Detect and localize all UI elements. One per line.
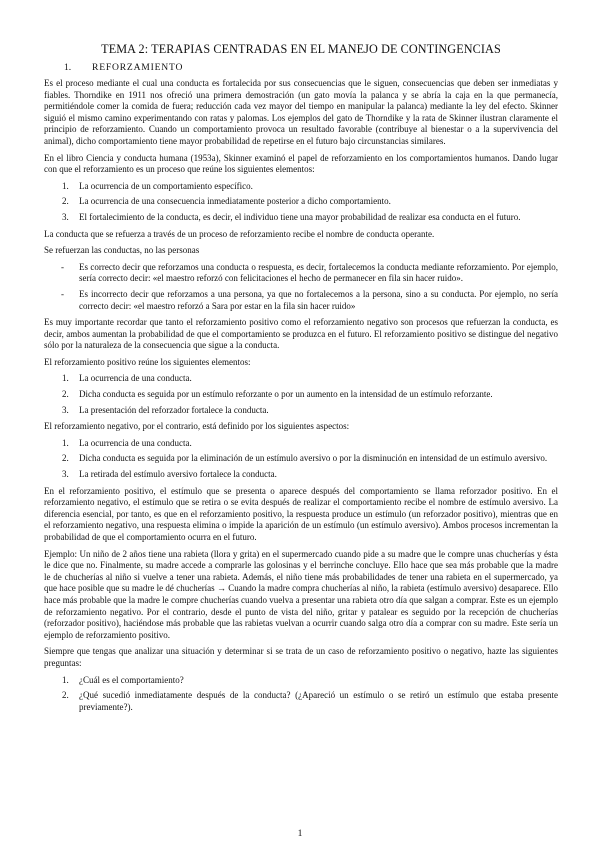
list-item-text: La ocurrencia de un comportamiento específico. bbox=[79, 180, 253, 191]
list-marker: 1. bbox=[62, 437, 69, 448]
paragraph-operant: La conducta que se refuerza a través de un proceso de reforzamiento recibe el nombre de conducta operante. bbox=[44, 228, 435, 239]
section-label: REFORZAMIENTO bbox=[92, 62, 184, 73]
paragraph-negative-elements: El reforzamiento negativo, por el contrario, está definido por los siguientes aspectos: bbox=[44, 421, 350, 432]
list-marker: 1. bbox=[62, 373, 69, 384]
list-item bbox=[44, 262, 558, 285]
list-marker: 1. bbox=[62, 674, 69, 685]
list-item bbox=[44, 438, 558, 450]
page-number: 1 bbox=[297, 828, 303, 839]
list-item-text: La ocurrencia de una consecuencia inmediatamente posterior a dicho comportamiento. bbox=[79, 196, 391, 207]
positive-elements-list bbox=[44, 373, 558, 416]
list-marker: 2. bbox=[62, 196, 69, 207]
list-item bbox=[44, 453, 558, 465]
list-item-text: Es correcto decir que reforzamos una conducta o respuesta, es decir, fortalecemos la conducta mediante reforzamiento. Por ejemplo, sería correcto decir: «el maestro reforzó con felicitaciones el hecho de permanecer en fila sin hacer ruido». bbox=[79, 261, 558, 284]
list-item-text: ¿Cuál es el comportamiento? bbox=[79, 674, 184, 685]
list-item-text: La presentación del reforzador fortalece la conducta. bbox=[79, 404, 269, 415]
paragraph-skinner: En el libro Ciencia y conducta humana (1953a), Skinner examinó el papel de reforzamiento en los comportamientos humanos. Dando lugar con que el reforzamiento es un proceso que reúne los siguientes elementos: bbox=[44, 152, 558, 175]
list-item bbox=[44, 675, 558, 687]
list-item bbox=[44, 389, 558, 401]
list-marker: 1. bbox=[62, 180, 69, 191]
list-item bbox=[44, 196, 558, 208]
paragraph-definition: Es el proceso mediante el cual una conducta es fortalecida por sus consecuencias que le siguen, consecuencias que deben ser inmediatas y fiables. Thorndike en 1911 nos ofreció una primera demostración (un gato movía la palanca y se abría la caja en la que permanecía, permitiéndole comer la comida de fuera; reducción cada vez mayor del tiempo en manipular la palanca) mediante la ley del efecto. Skinner siguió el mismo camino experimentando con ratas y palomas. Los ejemplos del gato de Thorndike y la rata de Skinner ilustran claramente el principio de reforzamiento. Cuando un comportamiento provoca un resultado favorable (contribuye al bienestar o a la supervivencia del animal), dicho comportamiento tiene mayor probabilidad de repetirse en el futuro bajo circunstancias similares. bbox=[44, 78, 558, 146]
list-marker: 3. bbox=[62, 211, 69, 222]
list-item bbox=[44, 690, 558, 713]
bullet-list bbox=[44, 262, 558, 312]
negative-elements-list bbox=[44, 438, 558, 481]
paragraph-example: Ejemplo: Un niño de 2 años tiene una rabieta (llora y grita) en el supermercado cuando pide a su madre que le compre unas chucherías y ésta le dice que no. Finalmente, su madre accede a comprarle las golosinas y el berrinche concluye. Ello hace que sea más probable que la madre le de chucherías al niño si vuelve a tener una rabieta. Además, el niño tiene más probabilidades de tener una rabieta en el supermercado, ya que hace posible que su madre le dé chucherías → Cuando la madre compra chucherías al niño, la rabieta (estímulo aversivo) desaparece. Ello hace más probable que la madre le compre chucherías cuando vuelva a presentar una rabieta otro día que salgan a comprar. Este es un ejemplo de reforzamiento negativo. Por el contrario, desde el punto de vista del niño, gritar y patalear es seguido por la recepción de chucherías (reforzador positivo), haciéndose más probable que las rabietas vuelvan a ocurrir cuando salga otro día a comprar con su madre. Este sería un ejemplo de reforzamiento positivo. bbox=[44, 548, 558, 640]
list-marker: 3. bbox=[62, 469, 69, 480]
list-item bbox=[44, 405, 558, 417]
questions-list bbox=[44, 675, 558, 714]
paragraph-conducts: Se refuerzan las conductas, no las personas bbox=[44, 245, 200, 256]
paragraph-positive-negative: Es muy importante recordar que tanto el reforzamiento positivo como el reforzamiento negativo son procesos que refuerzan la conducta, es decir, ambos aumentan la probabilidad de que el comportamiento se produzca en el futuro. El reforzamiento positivo se distingue del negativo sólo por la naturaleza de la consecuencia que sigue a la conducta. bbox=[44, 317, 558, 351]
list-item-text: Dicha conducta es seguida por la eliminación de un estímulo aversivo o por la disminución en intensidad de un estímulo aversivo. bbox=[79, 453, 548, 464]
elements-list bbox=[44, 181, 558, 224]
paragraph-positive-elements: El reforzamiento positivo reúne los siguientes elementos: bbox=[44, 356, 251, 367]
section-number: 1. bbox=[64, 62, 72, 73]
list-item-text: Es incorrecto decir que reforzamos a una persona, ya que no fortalecemos a la persona, sino a su conducta. Por ejemplo, no sería correcto decir: «el maestro reforzó a Sara por estar en la fila sin hacer ruido» bbox=[79, 288, 558, 311]
list-item-text: Dicha conducta es seguida por un estímulo reforzante o por un aumento en la intensidad de un estímulo reforzante. bbox=[79, 389, 493, 400]
list-marker: - bbox=[61, 288, 64, 299]
list-marker: 2. bbox=[62, 690, 69, 701]
list-item-text: La retirada del estímulo aversivo fortalece la conducta. bbox=[79, 469, 277, 480]
list-item bbox=[44, 469, 558, 481]
list-marker: 2. bbox=[62, 453, 69, 464]
list-marker: 2. bbox=[62, 389, 69, 400]
list-item bbox=[44, 181, 558, 193]
list-marker: - bbox=[61, 261, 64, 272]
list-item-text: El fortalecimiento de la conducta, es decir, el individuo tiene una mayor probabilidad de realizar esa conducta en el futuro. bbox=[79, 211, 521, 222]
document-title: TEMA 2: TERAPIAS CENTRADAS EN EL MANEJO DE CONTINGENCIAS bbox=[101, 42, 501, 56]
paragraph-questions: Siempre que tengas que analizar una situación y determinar si se trata de un caso de reforzamiento positivo o negativo, hazte las siguientes preguntas: bbox=[44, 646, 558, 668]
list-item-text: ¿Qué sucedió inmediatamente después de la conducta? (¿Apareció un estímulo o se retiró un estímulo que estaba presente previamente?). bbox=[79, 690, 558, 712]
paragraph-difference: En el reforzamiento positivo, el estímulo que se presenta o aparece después del comportamiento se llama reforzador positivo. En el reforzamiento negativo, el estímulo que se retira o se evita después de realizar el comportamiento recibe el nombre de estímulo aversivo. La diferencia esencial, por tanto, es que en el reforzamiento positivo, la respuesta produce un estímulo (un reforzador positivo), mientras que en el reforzamiento negativo, una respuesta elimina o impide la aparición de un estímulo (un estímulo aversivo). Ambos procesos incrementan la probabilidad de que el comportamiento ocurra en el futuro. bbox=[44, 485, 558, 542]
list-marker: 3. bbox=[62, 404, 69, 415]
list-item-text: La ocurrencia de una conducta. bbox=[79, 373, 192, 384]
list-item bbox=[44, 373, 558, 385]
list-item-text: La ocurrencia de una conducta. bbox=[79, 437, 192, 448]
list-item bbox=[44, 289, 558, 312]
document-page bbox=[44, 42, 558, 718]
section-heading bbox=[44, 62, 558, 73]
list-item bbox=[44, 212, 558, 224]
